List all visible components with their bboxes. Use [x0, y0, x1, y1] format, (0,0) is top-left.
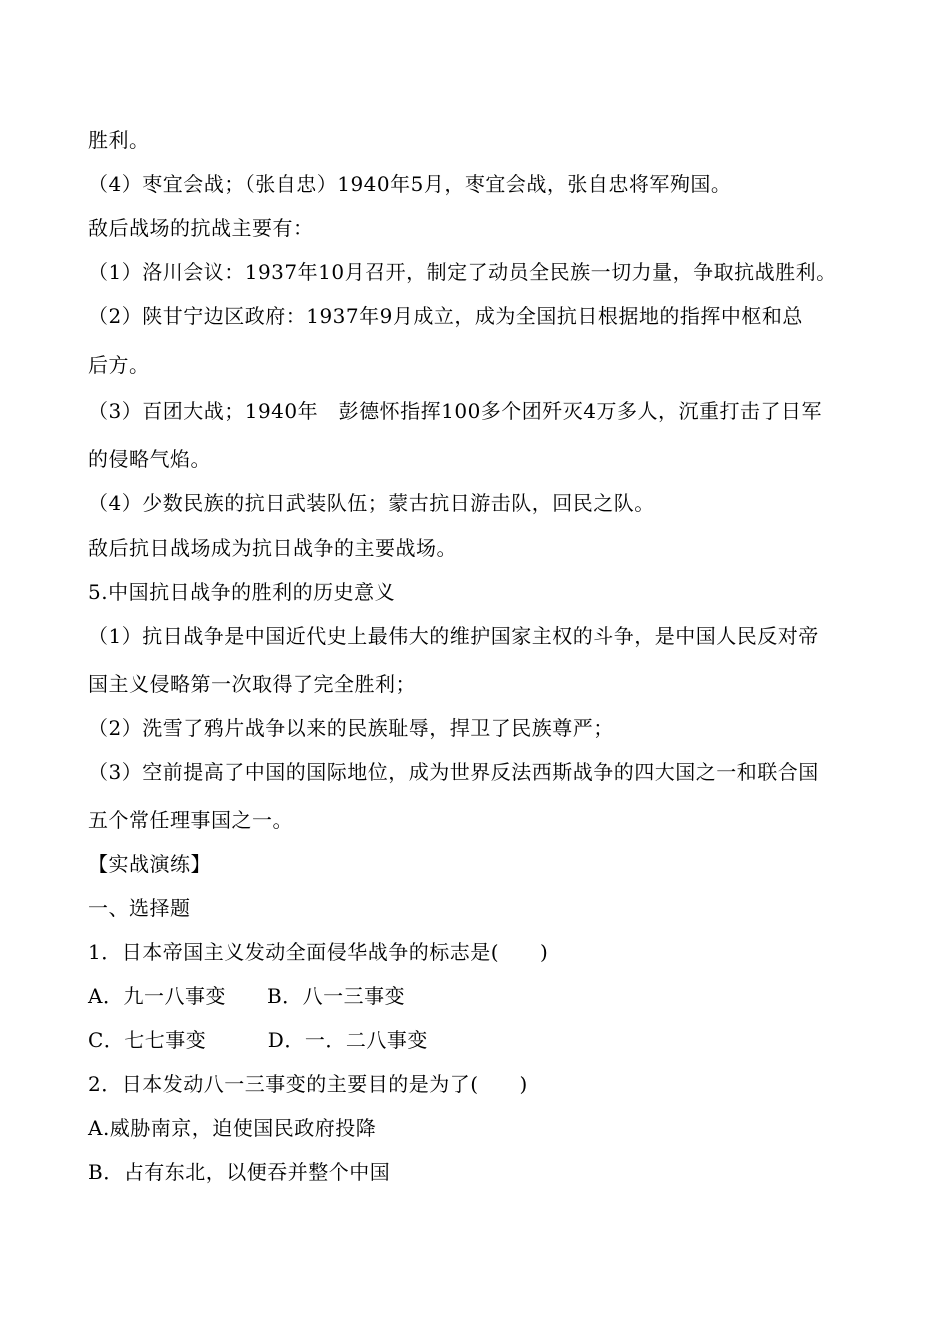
section-heading: 一、选择题	[88, 896, 191, 920]
answer-options: C．七七事变 D．一．二八事变	[88, 1028, 428, 1052]
text-line: 的侵略气焰。	[88, 447, 211, 471]
text-line: （1）洛川会议：1937年10月召开，制定了动员全民族一切力量，争取抗战胜利。	[88, 260, 837, 284]
text-line: （4）少数民族的抗日武装队伍；蒙古抗日游击队，回民之队。	[88, 491, 655, 515]
text-line: 五个常任理事国之一。	[88, 808, 293, 832]
text-line: （2）陕甘宁边区政府：1937年9月成立，成为全国抗日根据地的指挥中枢和总	[88, 304, 803, 328]
answer-option: A.威胁南京，迫使国民政府投降	[88, 1116, 377, 1140]
text-line: （2）洗雪了鸦片战争以来的民族耻辱，捍卫了民族尊严；	[88, 716, 614, 740]
text-line: 后方。	[88, 353, 150, 377]
text-line: （4）枣宜会战；（张自忠）1940年5月，枣宜会战，张自忠将军殉国。	[88, 172, 732, 196]
question: 1．日本帝国主义发动全面侵华战争的标志是( )	[88, 940, 549, 964]
text-line: 敌后战场的抗战主要有：	[88, 216, 314, 240]
text-line: 胜利。	[88, 128, 150, 152]
text-line: 敌后抗日战场成为抗日战争的主要战场。	[88, 536, 457, 560]
section-heading: 【实战演练】	[88, 852, 211, 876]
text-line: 国主义侵略第一次取得了完全胜利；	[88, 672, 416, 696]
text-line: （3）百团大战；1940年 彭德怀指挥100多个团歼灭4万多人，沉重打击了日军	[88, 399, 823, 423]
section-heading: 5.中国抗日战争的胜利的历史意义	[88, 580, 396, 604]
answer-options: A．九一八事变 B．八一三事变	[88, 984, 406, 1008]
text-line: （1）抗日战争是中国近代史上最伟大的维护国家主权的斗争，是中国人民反对帝	[88, 624, 819, 648]
text-line: （3）空前提高了中国的国际地位，成为世界反法西斯战争的四大国之一和联合国	[88, 760, 819, 784]
question: 2．日本发动八一三事变的主要目的是为了( )	[88, 1072, 528, 1096]
answer-option: B．占有东北，以便吞并整个中国	[88, 1160, 391, 1184]
